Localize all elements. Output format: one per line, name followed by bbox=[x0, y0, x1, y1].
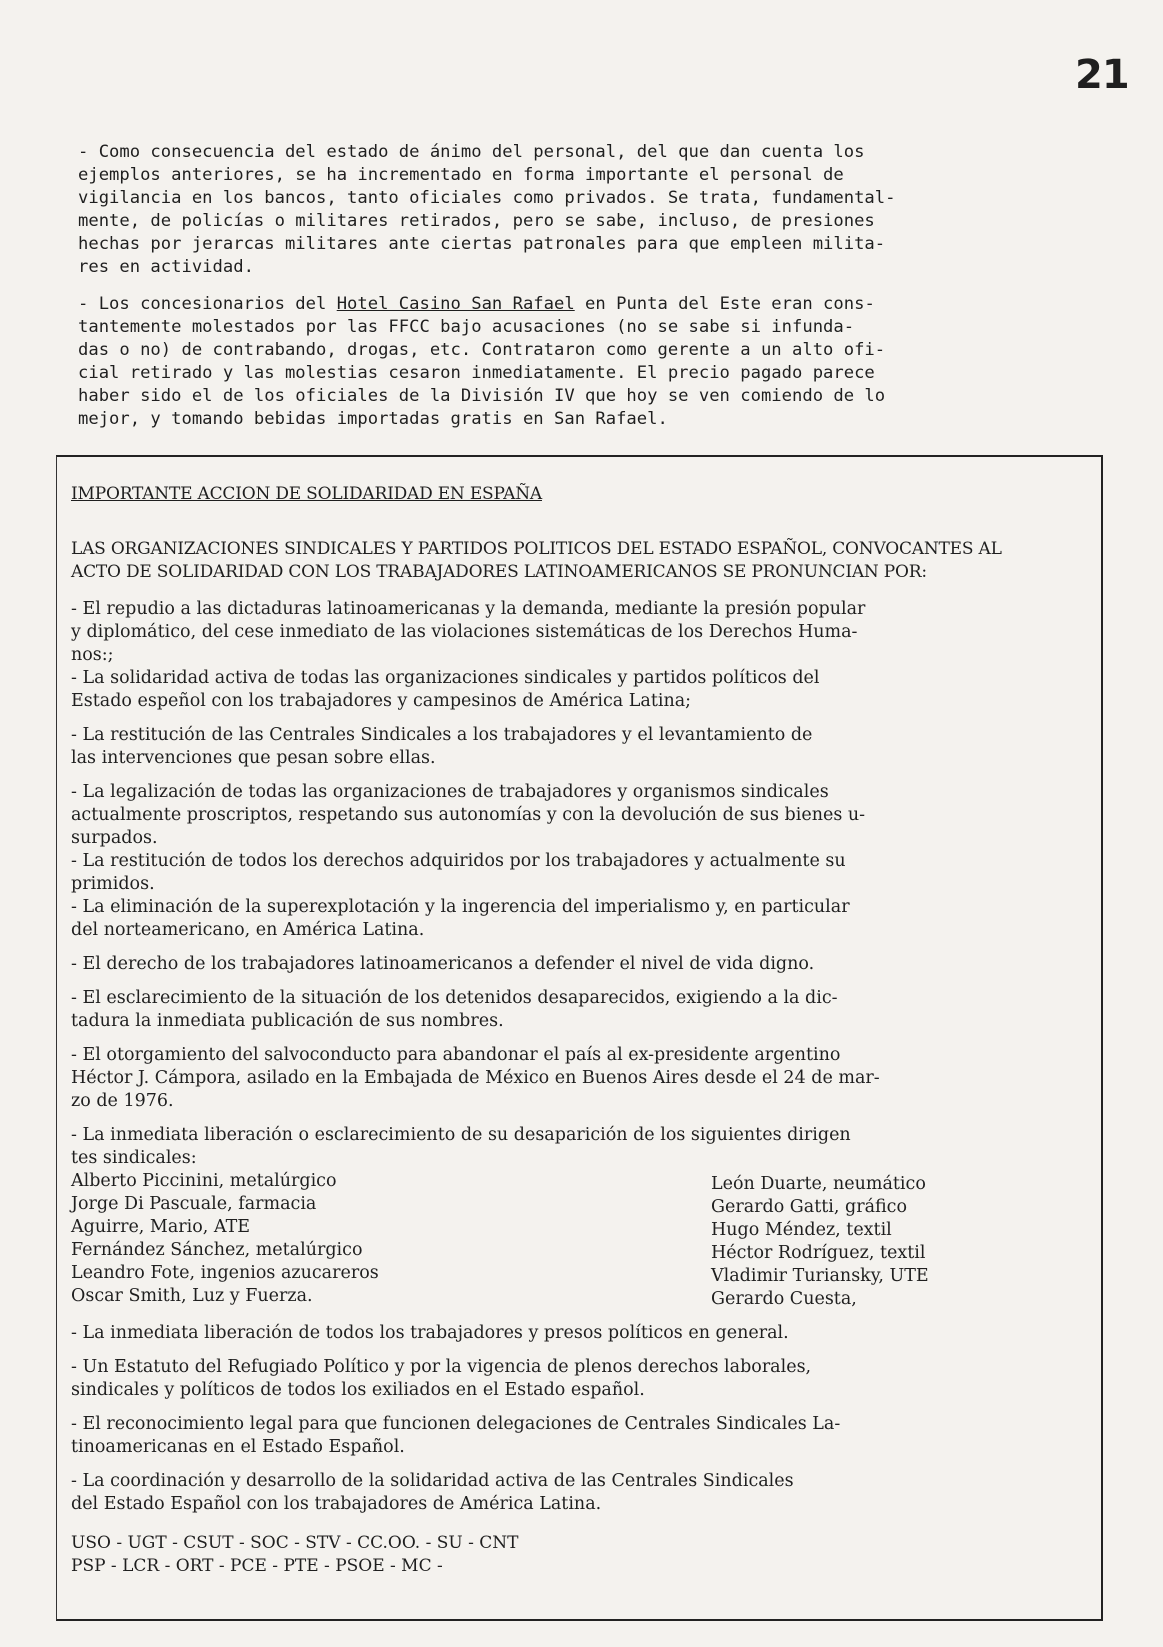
demand-item: - La eliminación de la superexplotación y la ingerencia del imperialismo y, en particular del norteamericano, en América Latina. bbox=[71, 897, 850, 940]
hotel-casino-name: Hotel Casino San Rafael bbox=[336, 294, 575, 314]
union-leaders-list bbox=[71, 1170, 1093, 1311]
signatory-line: PSP - LCR - ORT - PCE - PTE - PSOE - MC - bbox=[71, 1556, 443, 1576]
union-leaders-left-column bbox=[71, 1170, 711, 1311]
union-leader-name: Jorge Di Pascuale, farmacia bbox=[71, 1194, 317, 1214]
page-number: 21 bbox=[1075, 52, 1129, 98]
union-leader-name: Vladimir Turiansky, UTE bbox=[711, 1266, 929, 1286]
paragraph-hotel-casino-end: en Punta del Este eran cons- tantemente molestados por las FFCC bajo acusaciones (no se sabe si infunda- das o no) de contrabando, drogas, etc. Contrataron como gerente a un alto ofi- cial retirado y las molestias cesaron inmediatamente. El precio pagado parece haber sido el de los oficiales de la División IV que hoy se ven comiendo de lo mejor, y tomando bebidas importadas gratis en San Rafael. bbox=[78, 294, 886, 429]
demand-item: - La inmediata liberación o esclarecimiento de su desaparición de los siguientes dirigen tes sindicales: bbox=[71, 1125, 851, 1168]
union-leader-name: Leandro Fote, ingenios azucareros bbox=[71, 1263, 379, 1283]
demand-item: - La restitución de todos los derechos adquiridos por los trabajadores y actualmente su primidos. bbox=[71, 851, 846, 894]
demand-item: - El otorgamiento del salvoconducto para abandonar el país al ex-presidente argentino Héctor J. Cámpora, asilado en la Embajada de México en Buenos Aires desde el 24 de mar- zo de 1976. bbox=[71, 1045, 880, 1111]
demand-item: - El esclarecimiento de la situación de los detenidos desaparecidos, exigiendo a la dic- tadura la inmediata publicación de sus nombres. bbox=[71, 988, 838, 1031]
union-leader-name: Gerardo Cuesta, bbox=[711, 1289, 857, 1309]
demand-item: - El reconocimiento legal para que funcionen delegaciones de Centrales Sindicales La- tinoamericanas en el Estado Español. bbox=[71, 1414, 841, 1457]
union-leader-name: Héctor Rodríguez, textil bbox=[711, 1243, 926, 1263]
solidarity-box bbox=[56, 455, 1103, 1621]
demand-item: - La legalización de todas las organizaciones de trabajadores y organismos sindicales actualmente proscriptos, respetando sus autonomías y con la devolución de sus bienes u- surpados. bbox=[71, 782, 866, 848]
union-leader-name: Fernández Sánchez, metalúrgico bbox=[71, 1240, 363, 1260]
box-title: IMPORTANTE ACCION DE SOLIDARIDAD EN ESPAÑA bbox=[71, 484, 542, 504]
demand-item: - La coordinación y desarrollo de la solidaridad activa de las Centrales Sindicales del Estado Español con los trabajadores de América Latina. bbox=[71, 1471, 794, 1514]
union-leader-name: Alberto Piccinini, metalúrgico bbox=[71, 1171, 337, 1191]
paragraph-vigilance: - Como consecuencia del estado de ánimo del personal, del que dan cuenta los ejemplos anteriores, se ha incrementado en forma importante el personal de vigilancia en los bancos, tanto oficiales como privados. Se trata, fundamental- mente, de policías o militares retirados, pero se sabe, incluso, de presiones hechas por jerarcas militares ante ciertas patronales para que empleen milita- res en actividad. bbox=[78, 142, 896, 277]
demand-item: - La restitución de las Centrales Sindicales a los trabajadores y el levantamiento de las intervenciones que pesan sobre ellas. bbox=[71, 725, 813, 768]
demand-item: - La inmediata liberación de todos los trabajadores y presos políticos en general. bbox=[71, 1323, 789, 1343]
paragraph-hotel-casino bbox=[78, 293, 1078, 431]
solidarity-box-content bbox=[71, 483, 1093, 1578]
union-leaders-right-column bbox=[711, 1170, 929, 1311]
union-leader-name: Gerardo Gatti, gráfico bbox=[711, 1197, 908, 1217]
demand-item: - La solidaridad activa de todas las organizaciones sindicales y partidos políticos del Estado espeñol con los trabajadores y campesinos de América Latina; bbox=[71, 668, 820, 711]
demand-item: - El derecho de los trabajadores latinoamericanos a defender el nivel de vida digno. bbox=[71, 954, 815, 974]
demand-item: - El repudio a las dictaduras latinoamericanas y la demanda, mediante la presión popular y diplomático, del cese inmediato de las violaciones sistemáticas de los Derechos Huma- nos:; bbox=[71, 599, 866, 665]
demand-item: - Un Estatuto del Refugiado Político y por la vigencia de plenos derechos laborales, sindicales y políticos de todos los exiliados en el Estado español. bbox=[71, 1357, 812, 1400]
paragraph-hotel-casino-start: - Los concesionarios del bbox=[78, 294, 337, 314]
union-leader-name: Hugo Méndez, textil bbox=[711, 1220, 892, 1240]
top-text-block bbox=[78, 141, 1078, 445]
union-leader-name: León Duarte, neumático bbox=[711, 1174, 926, 1194]
signatory-line: USO - UGT - CSUT - SOC - STV - CC.OO. - SU - CNT bbox=[71, 1533, 519, 1553]
signatory-organizations bbox=[71, 1532, 1093, 1578]
union-leader-name: Oscar Smith, Luz y Fuerza. bbox=[71, 1286, 313, 1306]
union-leader-name: Aguirre, Mario, ATE bbox=[71, 1217, 251, 1237]
box-intro: LAS ORGANIZACIONES SINDICALES Y PARTIDOS POLITICOS DEL ESTADO ESPAÑOL, CONVOCANTES AL ACTO DE SOLIDARIDAD CON LOS TRABAJADORES LATINOAMERICANOS SE PRONUNCIAN POR: bbox=[71, 539, 1002, 582]
